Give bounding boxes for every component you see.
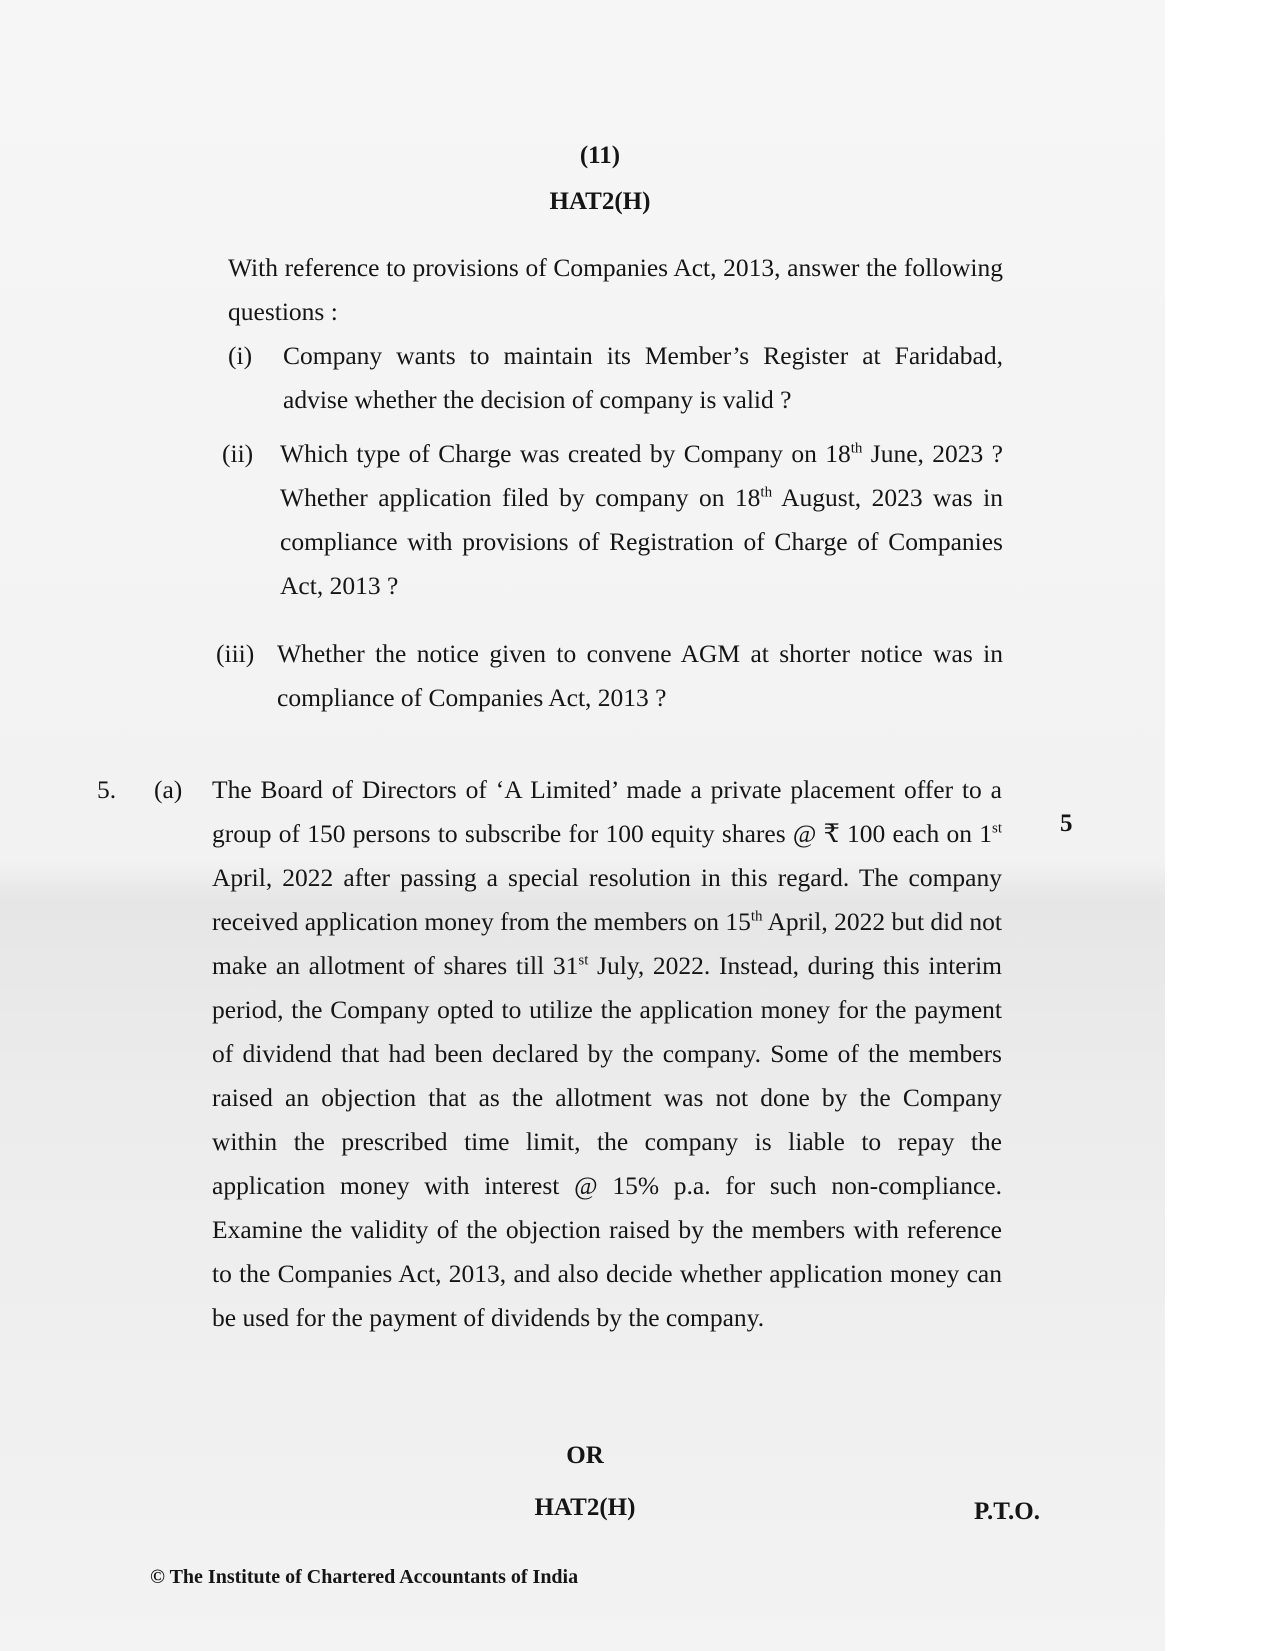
item-text-ii xyxy=(280,432,1003,608)
paper-code-header: HAT2(H) xyxy=(549,188,651,215)
question-body-part2: April, 2022 after passing a special resolution in this regard. The company received application money from the members on 15 xyxy=(212,863,1002,936)
copyright-notice: © The Institute of Chartered Accountants of India xyxy=(150,1566,579,1588)
item-text-ii-part1: Which type of Charge was created by Company on 18 xyxy=(280,439,851,468)
item-label-iii: (iii) xyxy=(216,639,255,668)
question-number: 5. xyxy=(97,775,117,804)
item-label-ii: (ii) xyxy=(222,439,254,468)
paper-code-footer: HAT2(H) xyxy=(534,1494,636,1521)
item-text-ii-part2: June, 2023 ? Whether application filed by company on 18 xyxy=(280,439,1003,512)
ordinal-suffix: th xyxy=(850,440,863,457)
question-body-part3: April, 2022 but did not make an allotment of shares till 31 xyxy=(212,907,1002,980)
question-part: (a) xyxy=(154,775,183,804)
ordinal-suffix: st xyxy=(578,952,589,969)
question-marks: 5 xyxy=(1060,810,1073,837)
question-body-part4: July, 2022. Instead, during this interim period, the Company opted to utilize the application money for the payment of dividend that had been declared by the company. Some of the members raised an objection that as the allotment was not done by the Company within the prescribed time limit, the company is liable to repay the application money with interest @ 15% p.a. for such non-compliance. Examine the validity of the objection raised by the members with reference to the Companies Act, 2013, and also decide whether application money can be used for the payment of dividends by the company. xyxy=(212,951,1003,1332)
question-body xyxy=(212,768,1002,1340)
page-number: (11) xyxy=(579,142,621,169)
ordinal-suffix: th xyxy=(750,908,763,925)
or-separator: OR xyxy=(566,1442,604,1469)
ordinal-suffix: st xyxy=(991,820,1002,837)
item-text-iii: Whether the notice given to convene AGM at shorter notice was in compliance of Companies Act, 2013 ? xyxy=(277,639,1003,712)
question-body-part1: The Board of Directors of ‘A Limited’ made a private placement offer to a group of 150 persons to subscribe for 100 equity shares @ ₹ 100 each on 1 xyxy=(212,775,1002,848)
please-turn-over: P.T.O. xyxy=(974,1498,1040,1525)
scan-margin xyxy=(1165,0,1275,1651)
item-label-i: (i) xyxy=(228,341,253,370)
ordinal-suffix: th xyxy=(760,484,773,501)
item-text-ii-part3: August, 2023 was in compliance with provisions of Registration of Charge of Companies Act, 2013 ? xyxy=(280,483,1003,600)
question-intro: With reference to provisions of Companies Act, 2013, answer the following questions : xyxy=(228,253,1003,326)
item-text-i: Company wants to maintain its Member’s Register at Faridabad, advise whether the decision of company is valid ? xyxy=(283,341,1003,414)
